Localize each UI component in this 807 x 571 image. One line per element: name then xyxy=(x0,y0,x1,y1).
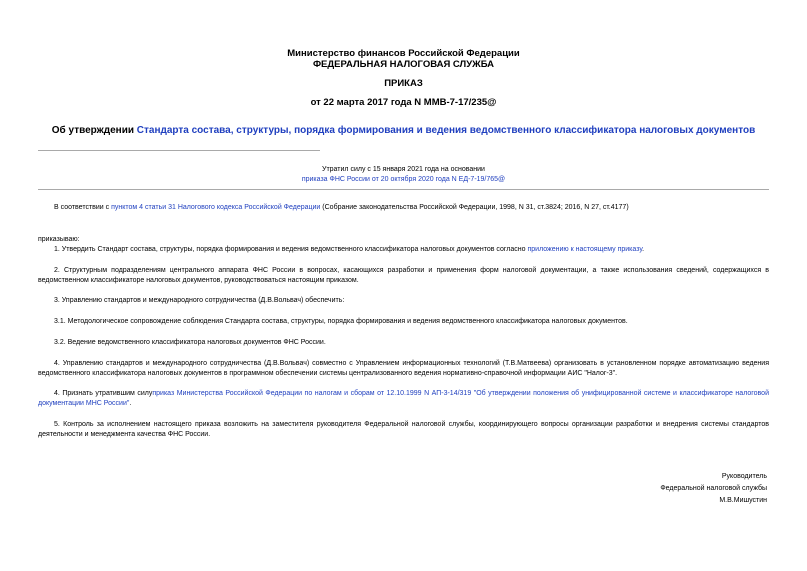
divider-short xyxy=(38,150,320,151)
repealed-order-link[interactable]: приказ Министерства Российской Федерации по налогам и сборам от 12.10.1999 N АП-3-14/319 "Об утверждении положения об унифицированной системе и классификаторе налоговой документации МНС России" xyxy=(38,390,769,407)
signature-name: М.В.Мишустин xyxy=(719,497,767,504)
ministry-name: Министерство финансов Российской Федерации xyxy=(287,48,520,59)
status-link[interactable]: приказа ФНС России от 20 октября 2020 года N ЕД-7-19/765@ xyxy=(301,176,506,183)
item-4-paragraph: 4. Управлению стандартов и международного сотрудничества (Д.В.Вольвач) совместно с Управлением информационных технологий (Т.В.Матвеева) организовать в установленном порядке автоматизацию ведения ведомственного классификатора налоговых документов в программном обеспечении системы централизованного ведения нормативно-справочной информации АИС "Налог-3". xyxy=(38,360,769,377)
item-4b-end: . xyxy=(129,399,132,407)
item-3-2-paragraph: 3.2. Ведение ведомственного классификатора налоговых документов ФНС России. xyxy=(54,339,326,346)
preamble-before: В соответствии с xyxy=(54,204,112,211)
item-1-paragraph xyxy=(38,245,769,255)
divider-long xyxy=(38,189,769,190)
document-date: от 22 марта 2017 года N ММВ-7-17/235@ xyxy=(310,97,497,108)
item-2-paragraph: 2. Структурным подразделениям центрального аппарата ФНС России в вопросах, касающихся разработки и применения форм налоговой документации, а также использования сведений, содержащихся в ведомственном классификаторе налоговых документов, руководствоваться настоящим приказом. xyxy=(38,267,769,284)
preamble-paragraph xyxy=(38,203,769,213)
status-note: Утратил силу с 15 января 2021 года на основании xyxy=(322,166,485,173)
item-5-paragraph: 5. Контроль за исполнением настоящего приказа возложить на заместителя руководителя Федеральной налоговой службы, координирующего вопросы организации разработки и внедрения системы стандартов деятельности и менеджмента качества ФНС России. xyxy=(38,421,769,438)
title-link[interactable]: Стандарта состава, структуры, порядка формирования и ведения ведомственного классификатора налоговых документов xyxy=(136,125,756,136)
service-name: ФЕДЕРАЛЬНАЯ НАЛОГОВАЯ СЛУЖБА xyxy=(312,59,495,70)
order-word: приказываю: xyxy=(38,236,80,243)
signature-organization: Федеральной налоговой службы xyxy=(660,485,767,492)
item-3-1-paragraph: 3.1. Методологическое сопровождение соблюдения Стандарта состава, структуры, порядка формирования и ведения ведомственного классификатора налоговых документов. xyxy=(54,318,628,325)
item-3-paragraph: 3. Управлению стандартов и международного сотрудничества (Д.В.Вольвач) обеспечить: xyxy=(54,297,345,304)
appendix-link[interactable]: приложению к настоящему приказу xyxy=(527,246,643,253)
signature-title: Руководитель xyxy=(721,473,767,480)
document-title xyxy=(0,125,807,137)
title-prefix: Об утверждении xyxy=(51,125,137,136)
document-type: ПРИКАЗ xyxy=(384,78,423,89)
signature-block xyxy=(660,471,767,507)
item-4b-paragraph xyxy=(38,389,769,408)
item-4b-text: 4. Признать утратившим силу xyxy=(54,390,153,397)
item-1-end: . xyxy=(642,246,645,253)
item-1-text: 1. Утвердить Стандарт состава, структуры, порядка формирования и ведения ведомственного классификатора налоговых документов согласно xyxy=(54,246,528,253)
status-link-line xyxy=(0,175,807,184)
tax-code-link[interactable]: пунктом 4 статьи 31 Налогового кодекса Российской Федерации xyxy=(111,204,321,211)
preamble-after: (Собрание законодательства Российской Федерации, 1998, N 31, ст.3824; 2016, N 27, ст.4177) xyxy=(320,204,629,211)
